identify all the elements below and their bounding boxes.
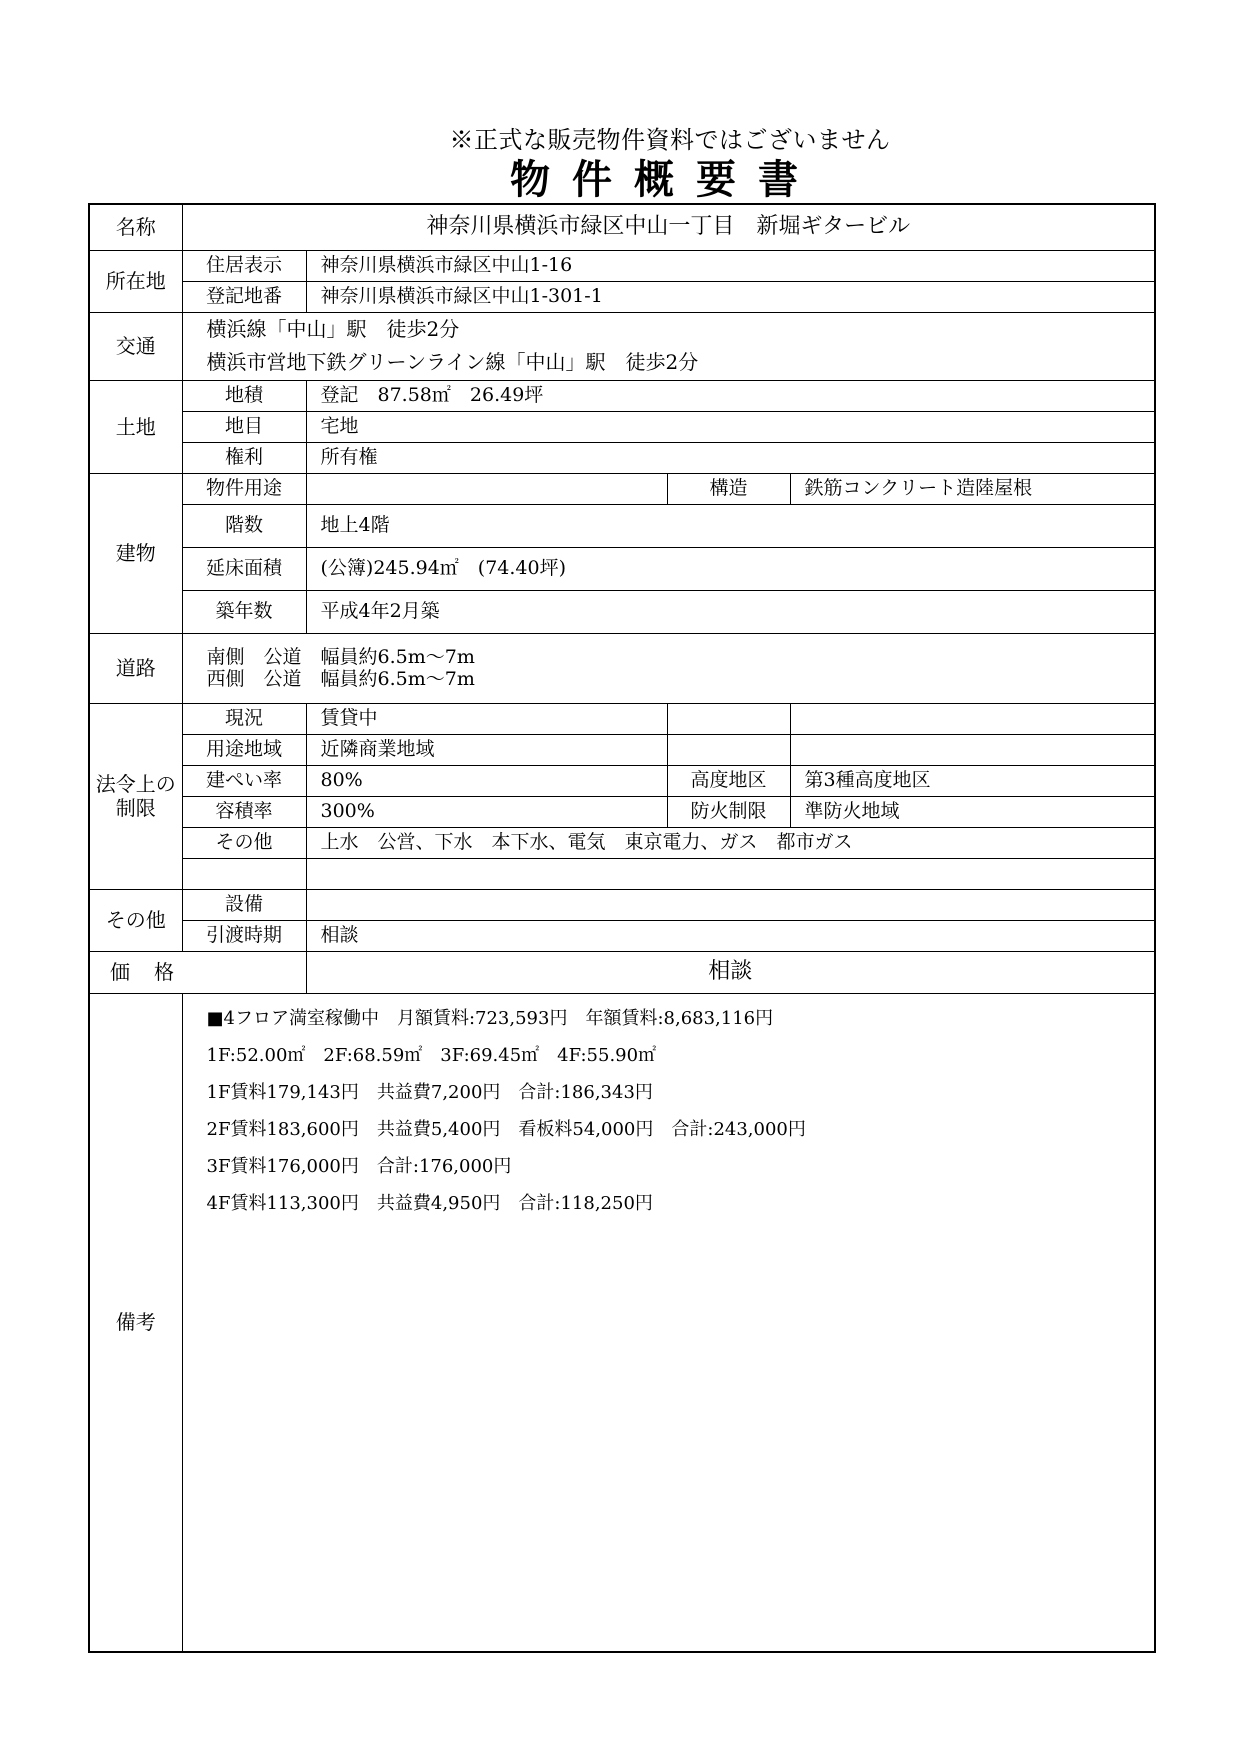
price-value: 相談 [306, 951, 1155, 993]
registry-value: 神奈川県横浜市緑区中山1-301-1 [306, 281, 1155, 312]
row-registry-number [89, 281, 1155, 312]
status-label: 現況 [182, 703, 306, 734]
building-use-value [306, 473, 667, 504]
equipment-label: 設備 [182, 889, 306, 920]
traffic-line: 横浜線「中山」駅 徒歩2分 [206, 317, 460, 341]
building-floors-value: 地上4階 [306, 504, 1155, 547]
building-floor-area-value: (公簿)245.94㎡ (74.40坪) [306, 547, 1155, 590]
row-land-rights [89, 442, 1155, 473]
row-regulations-blank [89, 858, 1155, 889]
others-label: その他 [89, 889, 182, 951]
row-name [89, 204, 1155, 250]
property-summary-table [88, 203, 1156, 1653]
building-label: 建物 [89, 473, 182, 633]
building-structure-label: 構造 [667, 473, 790, 504]
location-label: 所在地 [89, 250, 182, 312]
remarks-line: 1F:52.00㎡ 2F:68.59㎡ 3F:69.45㎡ 4F:55.90㎡ [206, 1044, 657, 1066]
remarks-label: 備考 [89, 993, 182, 1652]
residential-label: 住居表示 [182, 250, 306, 281]
price-label: 価 格 [89, 951, 306, 993]
bcr-label: 建ぺい率 [182, 765, 306, 796]
building-floor-area-label: 延床面積 [182, 547, 306, 590]
name-label: 名称 [89, 204, 182, 250]
row-zoning [89, 734, 1155, 765]
row-utilities [89, 827, 1155, 858]
fire-restriction-value: 準防火地域 [790, 796, 1155, 827]
building-structure-value: 鉄筋コンクリート造陸屋根 [790, 473, 1155, 504]
row-building-age [89, 590, 1155, 633]
empty-cell [667, 734, 790, 765]
remarks-line: ■4フロア満室稼働中 月額賃料:723,593円 年額賃料:8,683,116円 [206, 1007, 774, 1029]
remarks-line: 4F賃料113,300円 共益費4,950円 合計:118,250円 [206, 1192, 653, 1214]
registry-label: 登記地番 [182, 281, 306, 312]
remarks-line: 2F賃料183,600円 共益費5,400円 看板料54,000円 合計:243,000円 [206, 1118, 806, 1140]
row-handover [89, 920, 1155, 951]
road-label: 道路 [89, 633, 182, 703]
document-title: 物件概要書 [510, 156, 820, 203]
building-age-label: 築年数 [182, 590, 306, 633]
road-value [182, 633, 1155, 703]
zoning-label: 用途地域 [182, 734, 306, 765]
row-land-area [89, 380, 1155, 411]
land-label: 土地 [89, 380, 182, 473]
row-land-category [89, 411, 1155, 442]
row-status [89, 703, 1155, 734]
residential-value: 神奈川県横浜市緑区中山1-16 [306, 250, 1155, 281]
far-label: 容積率 [182, 796, 306, 827]
land-rights-value: 所有権 [306, 442, 1155, 473]
land-rights-label: 権利 [182, 442, 306, 473]
empty-cell [182, 858, 306, 889]
regulations-label: 法令上の制限 [89, 703, 182, 889]
utilities-value: 上水 公営、下水 本下水、電気 東京電力、ガス 都市ガス [306, 827, 1155, 858]
utilities-label: その他 [182, 827, 306, 858]
empty-cell [790, 734, 1155, 765]
row-building-floor-area [89, 547, 1155, 590]
empty-cell [790, 703, 1155, 734]
row-building-floors [89, 504, 1155, 547]
row-traffic [89, 312, 1155, 380]
disclaimer-notice: ※正式な販売物件資料ではございません [449, 126, 891, 154]
handover-label: 引渡時期 [182, 920, 306, 951]
row-building-use [89, 473, 1155, 504]
row-far [89, 796, 1155, 827]
traffic-label: 交通 [89, 312, 182, 380]
land-area-value: 登記 87.58㎡ 26.49坪 [306, 380, 1155, 411]
empty-cell [306, 858, 1155, 889]
remarks-line: 1F賃料179,143円 共益費7,200円 合計:186,343円 [206, 1081, 653, 1103]
building-floors-label: 階数 [182, 504, 306, 547]
land-category-value: 宅地 [306, 411, 1155, 442]
property-name: 神奈川県横浜市緑区中山一丁目 新堀ギタービル [182, 204, 1155, 250]
zoning-value: 近隣商業地域 [306, 734, 667, 765]
equipment-value [306, 889, 1155, 920]
road-line: 南側 公道 幅員約6.5m～7m [206, 646, 475, 668]
row-residential-address [89, 250, 1155, 281]
bcr-value: 80% [306, 765, 667, 796]
building-age-value: 平成4年2月築 [306, 590, 1155, 633]
handover-value: 相談 [306, 920, 1155, 951]
row-price [89, 951, 1155, 993]
row-equipment [89, 889, 1155, 920]
remarks-line: 3F賃料176,000円 合計:176,000円 [206, 1155, 512, 1177]
traffic-value [182, 312, 1155, 380]
traffic-line: 横浜市営地下鉄グリーンライン線「中山」駅 徒歩2分 [206, 350, 699, 374]
empty-cell [667, 703, 790, 734]
remarks-value [182, 993, 1155, 1652]
far-value: 300% [306, 796, 667, 827]
road-line: 西側 公道 幅員約6.5m～7m [206, 668, 475, 690]
row-road [89, 633, 1155, 703]
fire-restriction-label: 防火制限 [667, 796, 790, 827]
building-use-label: 物件用途 [182, 473, 306, 504]
height-district-label: 高度地区 [667, 765, 790, 796]
row-remarks [89, 993, 1155, 1652]
land-area-label: 地積 [182, 380, 306, 411]
height-district-value: 第3種高度地区 [790, 765, 1155, 796]
land-category-label: 地目 [182, 411, 306, 442]
status-value: 賃貸中 [306, 703, 667, 734]
row-bcr [89, 765, 1155, 796]
